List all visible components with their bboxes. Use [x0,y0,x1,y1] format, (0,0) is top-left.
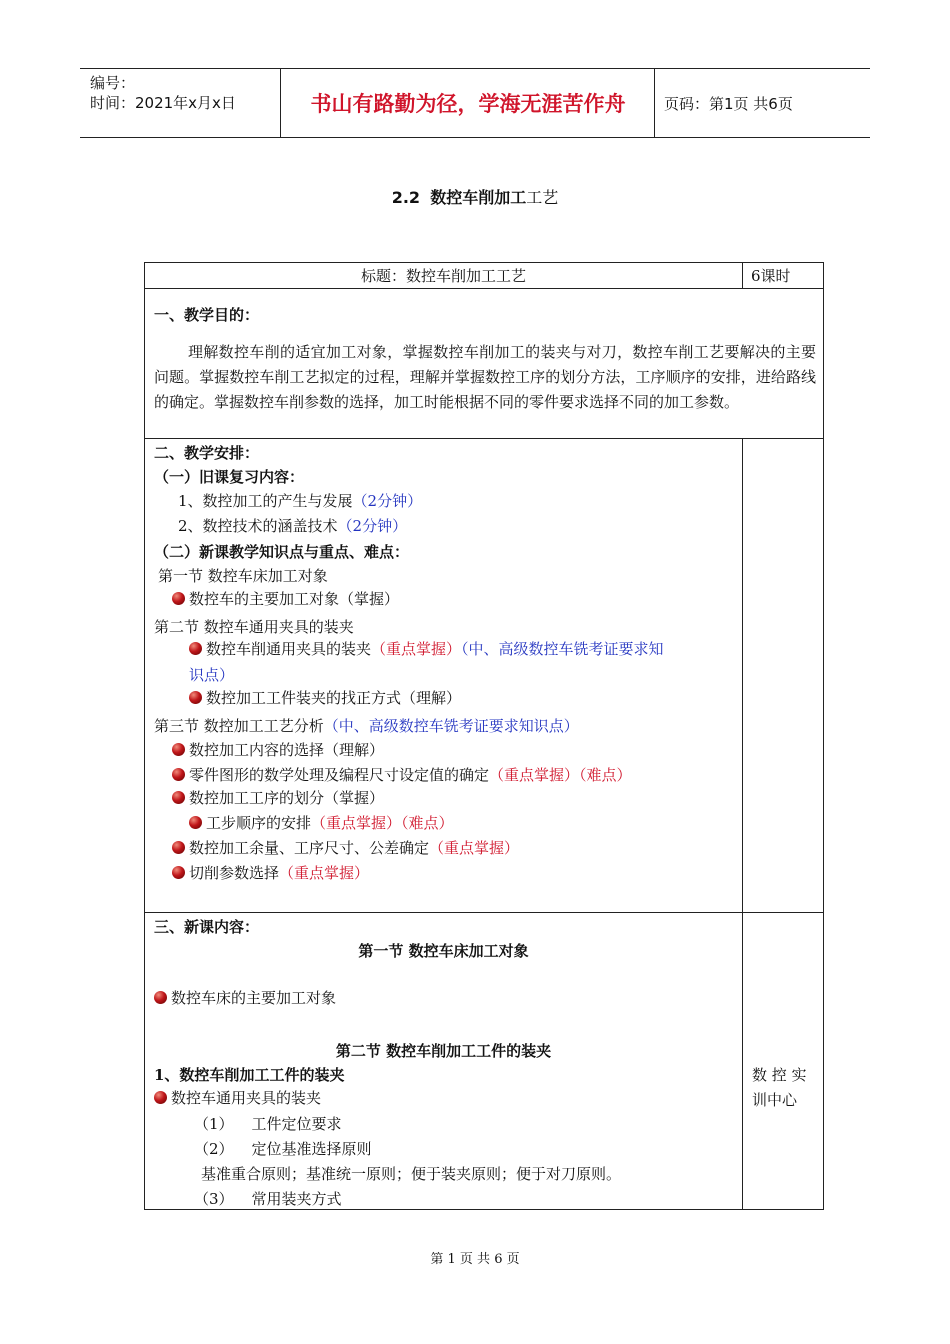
header-divider [280,69,281,137]
section1-item: 数控车的主要加工对象（掌握） [172,589,399,609]
document-title-normal: 工艺 [526,188,559,207]
review-item-text: 2、数控技术的涵盖技术 [178,517,338,535]
section1-heading: 第一节 数控车床加工对象 [158,567,328,585]
section3-item: 数控加工工序的划分（掌握） [172,788,384,808]
document-title-bold: 数控车削加工 [430,188,527,207]
bullet-icon [172,592,185,605]
content-point: （2） 定位基准选择原则 [194,1140,372,1158]
objective-text: 理解数控车削的适宜加工对象，掌握数控车削加工的装夹与对刀，数控车削工艺要解决的主要问题。掌握数控车削工艺拟定的过程，理解并掌握数控工序的划分方法，工序顺序的安排，进给路线的确定。掌握数控车削参数的选择，加工时能根据不同的零件要求选择不同的加工参数。 [154,343,816,411]
content-section2-title: 第二节 数控车削加工工件的装夹 [335,1042,552,1060]
review-heading: （一）旧课复习内容： [154,468,305,486]
table-hours: 6课时 [751,267,791,285]
bullet-icon [172,768,185,781]
document-number-label: 编号： [90,74,136,92]
content-principles: 基准重合原则；基准统一原则；便于装夹原则；便于对刀原则。 [201,1165,622,1183]
content-heading: 三、新课内容： [154,918,260,936]
document-time-label: 时间：2021年x月x日 [90,94,236,112]
document-title [0,185,950,208]
table-divider [145,438,823,439]
bullet-icon [172,743,185,756]
side-note: 训中心 [752,1091,798,1109]
content-section1-title: 第一节 数控车床加工对象 [358,942,529,960]
bullet-icon [172,866,185,879]
table-divider [742,263,743,288]
section2-heading: 第二节 数控车通用夹具的装夹 [154,618,354,636]
side-note: 数 控 实 [752,1066,807,1084]
content-point: （1） 工件定位要求 [194,1115,342,1133]
content-point: （3） 常用装夹方式 [194,1190,342,1208]
review-item-note: （2分钟） [352,492,423,510]
page-footer: 第 1 页 共 6 页 [430,1252,520,1267]
section2-item: 数控加工工件装夹的找正方式（理解） [189,688,461,708]
section2-item: 数控车削通用夹具的装夹（重点掌握）（中、高级数控车铣考证要求知 [189,639,664,659]
section3-item: 切削参数选择（重点掌握） [172,863,369,883]
header-meta [90,73,236,113]
section2-item-continuation: 识点） [189,666,235,684]
bullet-icon [189,816,202,829]
bullet-icon [172,791,185,804]
section3-item: 数控加工余量、工序尺寸、公差确定（重点掌握） [172,838,519,858]
table-divider [145,912,823,913]
section3-item: 零件图形的数学处理及编程尺寸设定值的确定（重点掌握）（难点） [172,765,632,785]
table-divider [742,438,743,1209]
new-knowledge-heading: （二）新课教学知识点与重点、难点： [154,543,410,561]
arrangement-heading: 二、教学安排： [154,444,260,462]
content-subheading: 1、数控车削加工工件的装夹 [154,1066,345,1084]
lesson-plan-table [144,262,824,1210]
review-item-note: （2分钟） [337,517,408,535]
section3-item: 数控加工内容的选择（理解） [172,740,384,760]
header-page-info: 页码：第1页 共6页 [664,95,793,113]
content-section1-item: 数控车床的主要加工对象 [154,988,336,1008]
section3-item: 工步顺序的安排（重点掌握）（难点） [189,813,454,833]
document-title-number: 2.2 [391,188,421,207]
bullet-icon [189,642,202,655]
bullet-icon [189,691,202,704]
header-divider [654,69,655,137]
table-title: 标题：数控车削加工工艺 [360,267,526,285]
objective-heading: 一、教学目的： [154,306,260,324]
bullet-icon [172,841,185,854]
review-item [178,491,422,511]
table-divider [145,288,823,289]
header-motto: 书山有路勤为径，学海无涯苦作舟 [310,92,626,116]
content-sub-item: 数控车通用夹具的装夹 [154,1088,321,1108]
bullet-icon [154,1091,167,1104]
review-item [178,516,407,536]
page-header [80,68,870,138]
bullet-icon [154,991,167,1004]
section3-heading: 第三节 数控加工工艺分析（中、高级数控车铣考证要求知识点） [154,717,579,735]
review-item-text: 1、数控加工的产生与发展 [178,492,353,510]
